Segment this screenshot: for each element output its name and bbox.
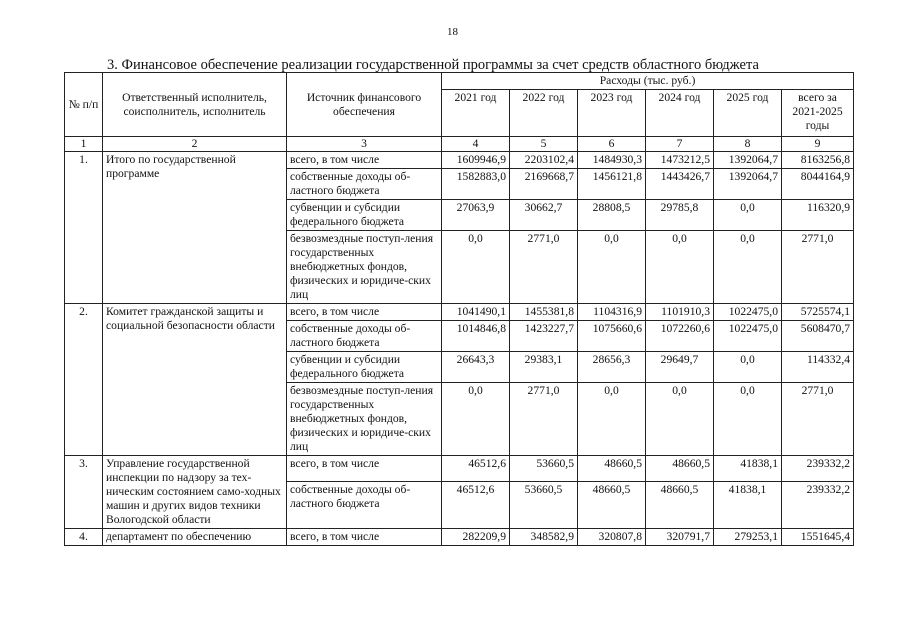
value-cell: 48660,5 bbox=[646, 481, 714, 528]
total-cell: 116320,9 bbox=[782, 200, 854, 231]
value-cell: 0,0 bbox=[578, 231, 646, 304]
value-cell: 348582,9 bbox=[510, 529, 578, 546]
header-total: всего за 2021-2025 годы bbox=[782, 90, 854, 137]
value-cell: 1392064,7 bbox=[714, 169, 782, 200]
total-cell: 5725574,1 bbox=[782, 304, 854, 321]
value-cell: 0,0 bbox=[714, 200, 782, 231]
index-row bbox=[65, 137, 854, 152]
source-cell: собственные доходы об-ластного бюджета bbox=[287, 321, 442, 352]
value-cell: 48660,5 bbox=[646, 456, 714, 482]
value-cell: 46512,6 bbox=[442, 456, 510, 482]
value-cell: 279253,1 bbox=[714, 529, 782, 546]
value-cell: 2203102,4 bbox=[510, 152, 578, 169]
total-cell: 1551645,4 bbox=[782, 529, 854, 546]
total-cell: 8163256,8 bbox=[782, 152, 854, 169]
value-cell: 0,0 bbox=[442, 231, 510, 304]
value-cell: 2771,0 bbox=[510, 383, 578, 456]
value-cell: 1075660,6 bbox=[578, 321, 646, 352]
row-number: 2. bbox=[65, 304, 103, 456]
value-cell: 0,0 bbox=[646, 383, 714, 456]
header-year-2023: 2023 год bbox=[578, 90, 646, 137]
header-executor: Ответственный исполнитель, соисполнитель, исполнитель bbox=[103, 73, 287, 137]
value-cell: 1101910,3 bbox=[646, 304, 714, 321]
table-row bbox=[65, 456, 854, 482]
index-cell: 6 bbox=[578, 137, 646, 152]
source-cell: всего, в том числе bbox=[287, 152, 442, 169]
total-cell: 239332,2 bbox=[782, 456, 854, 482]
value-cell: 1072260,6 bbox=[646, 321, 714, 352]
value-cell: 2771,0 bbox=[510, 231, 578, 304]
value-cell: 320791,7 bbox=[646, 529, 714, 546]
value-cell: 26643,3 bbox=[442, 352, 510, 383]
value-cell: 0,0 bbox=[442, 383, 510, 456]
header-year-2021: 2021 год bbox=[442, 90, 510, 137]
value-cell: 1014846,8 bbox=[442, 321, 510, 352]
source-cell: безвозмездные поступ-ления государственных внебюджетных фондов, физических и юридиче-ских лиц bbox=[287, 231, 442, 304]
value-cell: 1392064,7 bbox=[714, 152, 782, 169]
total-cell: 239332,2 bbox=[782, 481, 854, 528]
source-cell: субвенции и субсидии федерального бюджета bbox=[287, 352, 442, 383]
index-cell: 9 bbox=[782, 137, 854, 152]
value-cell: 0,0 bbox=[714, 231, 782, 304]
value-cell: 320807,8 bbox=[578, 529, 646, 546]
value-cell: 1484930,3 bbox=[578, 152, 646, 169]
index-cell: 7 bbox=[646, 137, 714, 152]
source-cell: субвенции и субсидии федерального бюджета bbox=[287, 200, 442, 231]
value-cell: 1022475,0 bbox=[714, 321, 782, 352]
value-cell: 30662,7 bbox=[510, 200, 578, 231]
table-row bbox=[65, 529, 854, 546]
table-row bbox=[65, 152, 854, 169]
index-cell: 2 bbox=[103, 137, 287, 152]
index-cell: 1 bbox=[65, 137, 103, 152]
total-cell: 114332,4 bbox=[782, 352, 854, 383]
value-cell: 53660,5 bbox=[510, 481, 578, 528]
value-cell: 0,0 bbox=[714, 352, 782, 383]
index-cell: 5 bbox=[510, 137, 578, 152]
row-number: 3. bbox=[65, 456, 103, 529]
table-row bbox=[65, 304, 854, 321]
value-cell: 41838,1 bbox=[714, 456, 782, 482]
header-year-2022: 2022 год bbox=[510, 90, 578, 137]
value-cell: 1104316,9 bbox=[578, 304, 646, 321]
executor-cell: Итого по государственной программе bbox=[103, 152, 287, 304]
index-cell: 4 bbox=[442, 137, 510, 152]
value-cell: 1423227,7 bbox=[510, 321, 578, 352]
source-cell: безвозмездные поступ-ления государственных внебюджетных фондов, физических и юридиче-ских лиц bbox=[287, 383, 442, 456]
header-year-2024: 2024 год bbox=[646, 90, 714, 137]
source-cell: собственные доходы об-ластного бюджета bbox=[287, 169, 442, 200]
value-cell: 41838,1 bbox=[714, 481, 782, 528]
value-cell: 1473212,5 bbox=[646, 152, 714, 169]
value-cell: 1022475,0 bbox=[714, 304, 782, 321]
value-cell: 28656,3 bbox=[578, 352, 646, 383]
value-cell: 1456121,8 bbox=[578, 169, 646, 200]
row-number: 1. bbox=[65, 152, 103, 304]
value-cell: 1455381,8 bbox=[510, 304, 578, 321]
header-expenses: Расходы (тыс. руб.) bbox=[442, 73, 854, 90]
source-cell: всего, в том числе bbox=[287, 529, 442, 546]
value-cell: 29649,7 bbox=[646, 352, 714, 383]
total-cell: 5608470,7 bbox=[782, 321, 854, 352]
value-cell: 282209,9 bbox=[442, 529, 510, 546]
header-year-2025: 2025 год bbox=[714, 90, 782, 137]
source-cell: всего, в том числе bbox=[287, 304, 442, 321]
value-cell: 28808,5 bbox=[578, 200, 646, 231]
header-source: Источник финансового обеспечения bbox=[287, 73, 442, 137]
index-cell: 3 bbox=[287, 137, 442, 152]
value-cell: 1041490,1 bbox=[442, 304, 510, 321]
section-title: 3. Финансовое обеспечение реализации государственной программы за счет средств областного бюджета bbox=[107, 57, 759, 73]
value-cell: 29383,1 bbox=[510, 352, 578, 383]
executor-cell: департамент по обеспечению bbox=[103, 529, 287, 546]
value-cell: 2169668,7 bbox=[510, 169, 578, 200]
value-cell: 48660,5 bbox=[578, 481, 646, 528]
value-cell: 0,0 bbox=[714, 383, 782, 456]
source-cell: всего, в том числе bbox=[287, 456, 442, 482]
index-cell: 8 bbox=[714, 137, 782, 152]
executor-cell: Управление государственной инспекции по надзору за тех-ническим состоянием само-ходных машин и других видов техники Вологодской области bbox=[103, 456, 287, 529]
value-cell: 27063,9 bbox=[442, 200, 510, 231]
value-cell: 0,0 bbox=[646, 231, 714, 304]
financing-table bbox=[64, 72, 854, 546]
executor-cell: Комитет гражданской защиты и социальной безопасности области bbox=[103, 304, 287, 456]
total-cell: 2771,0 bbox=[782, 383, 854, 456]
source-cell: собственные доходы об-ластного бюджета bbox=[287, 481, 442, 528]
value-cell: 48660,5 bbox=[578, 456, 646, 482]
value-cell: 1582883,0 bbox=[442, 169, 510, 200]
page-number: 18 bbox=[447, 26, 458, 38]
total-cell: 8044164,9 bbox=[782, 169, 854, 200]
value-cell: 46512,6 bbox=[442, 481, 510, 528]
value-cell: 1443426,7 bbox=[646, 169, 714, 200]
value-cell: 0,0 bbox=[578, 383, 646, 456]
row-number: 4. bbox=[65, 529, 103, 546]
header-num: № п/п bbox=[65, 73, 103, 137]
value-cell: 53660,5 bbox=[510, 456, 578, 482]
value-cell: 29785,8 bbox=[646, 200, 714, 231]
value-cell: 1609946,9 bbox=[442, 152, 510, 169]
table-body bbox=[65, 152, 854, 546]
total-cell: 2771,0 bbox=[782, 231, 854, 304]
